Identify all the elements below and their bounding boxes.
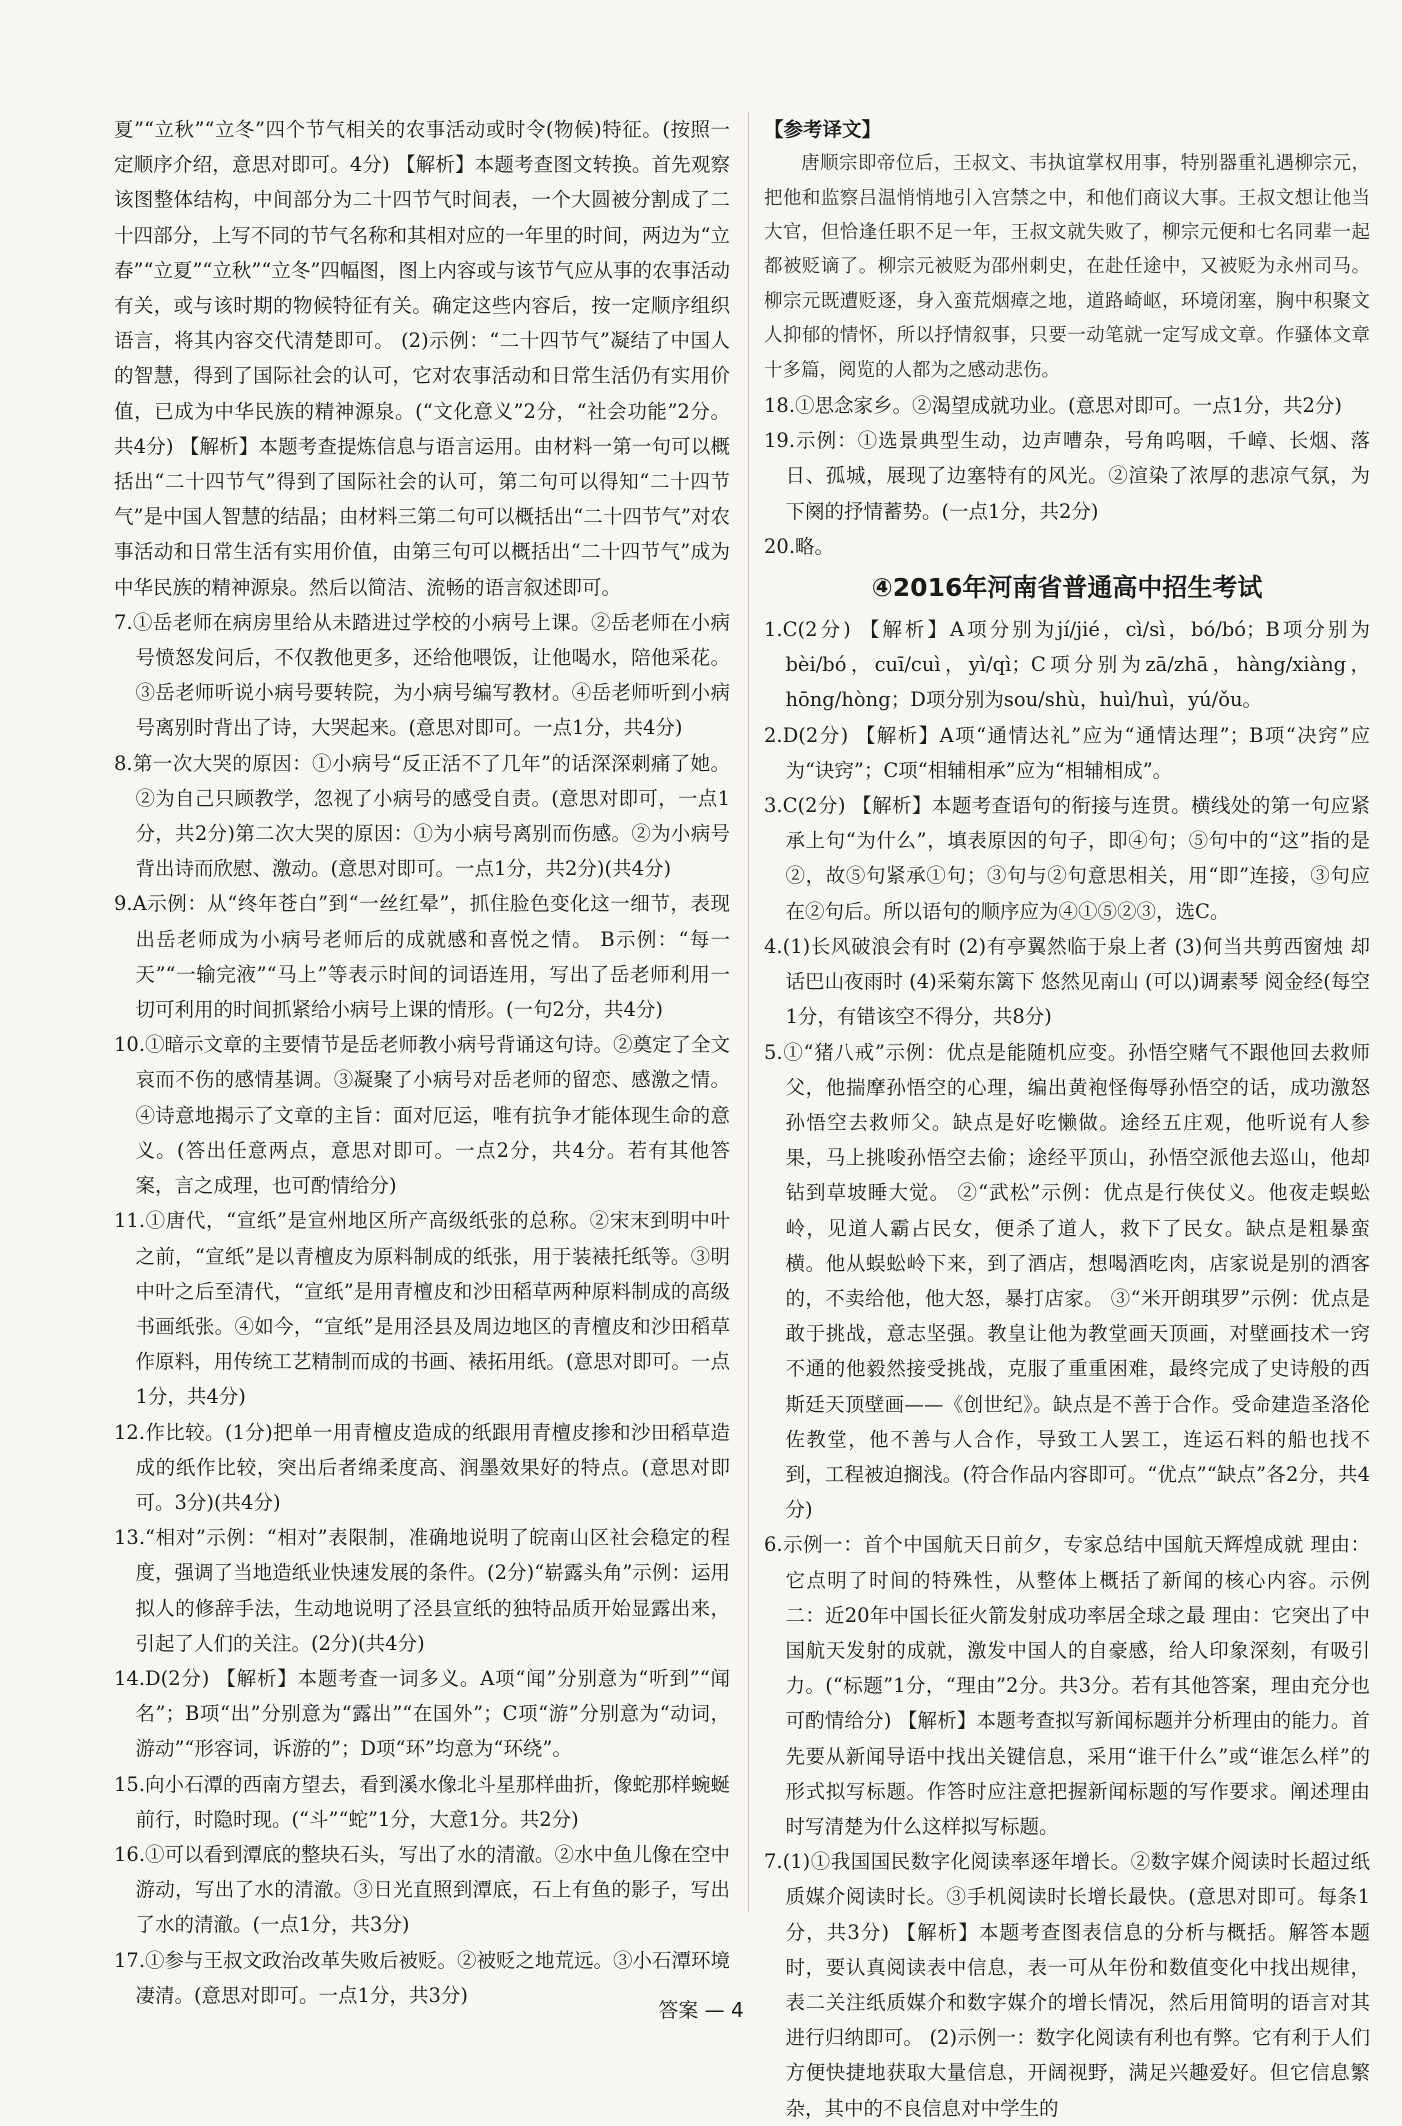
- answer-7: 7.①岳老师在病房里给从未踏进过学校的小病号上课。②岳老师在小病号愤怒发问后，不仅教他更多，还给他喂饭，让他喝水，陪他采花。③岳老师听说小病号要转院，为小病号编写教材。④岳老师听到小病号离别时背出了诗，大哭起来。(意思对即可。一点1分，共4分): [114, 610, 730, 740]
- answer-2016-7: 7.(1)①我国国民数字化阅读率逐年增长。②数字媒介阅读时长超过纸质媒介阅读时长。③手机阅读时长增长最快。(意思对即可。每条1分，共3分) 【解析】本题考查图表信息的分析与概括。解答本题时，要认真阅读表中信息，表一可从年份和数值变化中找出规律，表二关注纸质媒介和数字媒介的增长情况，然后用简明的语言对其进行归纳即可。 (2)示例一：数字化阅读有利也有弊。它有利于人们方便快捷地获取大量信息，开阔视野，满足兴趣爱好。但它信息繁杂，其中的不良信息对中学生的: [764, 1850, 1370, 2120]
- answer-2016-3: 3.C(2分) 【解析】本题考查语句的衔接与连贯。横线处的第一句应紧承上句“为什么”，填表原因的句子，即④句；⑤句中的“这”指的是②，故⑤句紧承①句；③句与②句意思相关，用“即”连接，③句应在②句后。所以语句的顺序应为④①⑤②③，选C。: [764, 794, 1370, 923]
- answer-2016-1: 1.C(2分) 【解析】A项分别为jí/jié，cì/sì，bó/bó；B项分别为bèi/bó，cuī/cuì，yì/qì；C项分别为zā/zhā，hàng/xiàng，hōng/hòng；D项分别为sou/shù，huì/huì，yú/ǒu。: [764, 618, 1370, 712]
- answer-14: 14.D(2分) 【解析】本题考查一词多义。A项“闻”分别意为“听到”“闻名”；B项“出”分别意为“露出”“在国外”；C项“游”分别意为“动词，游动”“形容词，诉游的”；D项“环”均意为“环绕”。: [114, 1666, 730, 1761]
- answer-12: 12.作比较。(1分)把单一用青檀皮造成的纸跟用青檀皮掺和沙田稻草造成的纸作比较，突出后者绵柔度高、润墨效果好的特点。(意思对即可。3分)(共4分): [114, 1420, 730, 1514]
- answer-13: 13.“相对”示例：“相对”表限制，准确地说明了皖南山区社会稳定的程度，强调了当地造纸业快速发展的条件。(2分)“崭露头角”示例：运用拟人的修辞手法，生动地说明了泾县宣纸的独特品质开始显露出来，引起了人们的关注。(2分)(共4分): [114, 1526, 730, 1655]
- answer-19: 19.示例：①选景典型生动，边声嘈杂，号角呜咽，千嶂、长烟、落日、孤城，展现了边塞特有的风光。②渲染了浓厚的悲凉气氛，为下阕的抒情蓄势。(一点1分，共2分): [764, 429, 1370, 523]
- answer-9: 9.A示例：从“终年苍白”到“一丝红晕”，抓住脸色变化这一细节，表现出岳老师成为小病号老师后的成就感和喜悦之情。 B示例：“每一天”“一输完液”“马上”等表示时间的词语连用，写出了岳老师利用一切可利用的时间抓紧给小病号上课的情形。(一句2分，共4分): [114, 892, 730, 1022]
- answer-15: 15.向小石潭的西南方望去，看到溪水像北斗星那样曲折，像蛇那样蜿蜒前行，时隐时现。(“斗”“蛇”1分，大意1分。共2分): [114, 1772, 731, 1831]
- section-title: ④2016年河南省普通高中招生考试: [871, 573, 1263, 603]
- answer-16: 16.①可以看到潭底的整块石头，写出了水的清澈。②水中鱼儿像在空中游动，写出了水的清澈。③日光直照到潭底，石上有鱼的影子，写出了水的清澈。(一点1分，共3分): [114, 1842, 731, 1937]
- column-divider: [748, 112, 749, 1912]
- answer-2016-4: 4.(1)长风破浪会有时 (2)有亭翼然临于泉上者 (3)何当共剪西窗烛 却话巴山夜雨时 (4)采菊东篱下 悠然见南山 (可以)调素琴 阅金经(每空1分，有错该空不得分，共8分): [764, 934, 1370, 1029]
- answer-18: 18.①思念家乡。②渴望成就功业。(意思对即可。一点1分，共2分): [764, 394, 1343, 418]
- answer-2016-2: 2.D(2分) 【解析】A项“通情达礼”应为“通情达理”；B项“决窍”应为“诀窍”；C项“相辅相承”应为“相辅相成”。: [764, 723, 1370, 782]
- reference-translation-heading: 【参考译文】: [764, 118, 882, 141]
- answer-6-continued: 夏”“立秋”“立冬”四个节气相关的农事活动或时令(物候)特征。(按照一定顺序介绍，意思对即可。4分) 【解析】本题考查图文转换。首先观察该图整体结构，中间部分为二十四节气时间表，一个大圆被分割成了二十四部分，上写不同的节气名称和其相对应的一年里的时间，两边为“立春”“立夏”“立秋”“立冬”四幅图，图上内容或与该节气应从事的农事活动有关，或与该时期的物候特征有关。确定这些内容后，按一定顺序组织语言，将其内容交代清楚即可。 (2)示例：“二十四节气”凝结了中国人的智慧，得到了国际社会的认可，它对农事活动和日常生活仍有实用价值，已成为中华民族的精神源泉。(“文化意义”2分，“社会功能”2分。共4分) 【解析】本题考查提炼信息与语言运用。由材料一第一句可以概括出“二十四节气”得到了国际社会的认可，第二句可以得知“二十四节气”是中国人智慧的结晶；由材料三第二句可以概括出“二十四节气”对农事活动和日常生活有实用价值，由第三句可以概括出“二十四节气”成为中华民族的精神源泉。然后以简洁、流畅的语言叙述即可。: [114, 118, 730, 599]
- right-column: [764, 112, 1370, 2126]
- answer-17: 17.①参与王叔文政治改革失败后被贬。②被贬之地荒远。③小石潭环境凄清。(意思对即可。一点1分，共3分): [114, 1948, 731, 2007]
- answer-8: 8.第一次大哭的原因：①小病号“反正活不了几年”的话深深刺痛了她。②为自己只顾教学，忽视了小病号的感受自责。(意思对即可，一点1分，共2分)第二次大哭的原因：①为小病号离别而伤感。②为小病号背出诗而欣慰、激动。(意思对即可。一点1分，共2分)(共4分): [114, 751, 730, 881]
- answer-2016-5: 5.①“猪八戒”示例：优点是能随机应变。孙悟空赌气不跟他回去救师父，他揣摩孙悟空的心理，编出黄袍怪侮辱孙悟空的话，成功激怒孙悟空去救师父。缺点是好吃懒做。途经五庄观，他听说有人参果，马上挑唆孙悟空去偷；途经平顶山，孙悟空派他去巡山，他却钻到草坡睡大觉。 ②“武松”示例：优点是行侠仗义。他夜走蜈蚣岭，见道人霸占民女，便杀了道人，救下了民女。缺点是粗暴蛮横。他从蜈蚣岭下来，到了酒店，想喝酒吃肉，店家说是别的酒客的，不卖给他，他大怒，暴打店家。 ③“米开朗琪罗”示例：优点是敢于挑战，意志坚强。教皇让他为教堂画天顶画，对壁画技术一窍不通的他毅然接受挑战，克服了重重困难，最终完成了史诗般的西斯廷天顶壁画——《创世纪》。缺点是不善于合作。受命建造圣洛伦佐教堂，他不善与人合作，导致工人罢工，连运石料的船也找不到，工程被迫搁浅。(符合作品内容即可。“优点”“缺点”各2分，共4分): [764, 1040, 1370, 1522]
- answer-11: 11.①唐代，“宣纸”是宣州地区所产高级纸张的总称。②宋末到明中叶之前，“宣纸”是以青檀皮为原料制成的纸张，用于装裱托纸等。③明中叶之后至清代，“宣纸”是用青檀皮和沙田稻草两种原料制成的高级书画纸张。④如今，“宣纸”是用泾县及周边地区的青檀皮和沙田稻草作原料，用传统工艺精制而成的书画、裱拓用纸。(意思对即可。一点1分，共4分): [114, 1209, 730, 1409]
- answer-20: 20.略。: [764, 534, 835, 558]
- page-footer: 答案 — 4: [658, 1998, 744, 2022]
- answer-2016-6: 6.示例一：首个中国航天日前夕，专家总结中国航天辉煌成就 理由：它点明了时间的特殊性，从整体上概括了新闻的核心内容。示例二：近20年中国长征火箭发射成功率居全球之最 理由：它突出了中国航天发射的成就，激发中国人的自豪感，给人印象深刻，有吸引力。(“标题”1分，“理由”2分。共3分。若有其他答案，理由充分也可酌情给分) 【解析】本题考查拟写新闻标题并分析理由的能力。首先要从新闻导语中找出关键信息，采用“谁干什么”或“谁怎么样”的形式拟写标题。作答时应注意把握新闻标题的写作要求。阐述理由时写清楚为什么这样拟写标题。: [764, 1533, 1370, 1838]
- answer-10: 10.①暗示文章的主要情节是岳老师教小病号背诵这句诗。②奠定了全文哀而不伤的感情基调。③凝聚了小病号对岳老师的留恋、感激之情。④诗意地揭示了文章的主旨：面对厄运，唯有抗争才能体现生命的意义。(答出任意两点，意思对即可。一点2分，共4分。若有其他答案，言之成理，也可酌情给分): [114, 1033, 731, 1198]
- left-column: [114, 112, 730, 2013]
- reference-translation-text: 唐顺宗即帝位后，王叔文、韦执谊掌权用事，特别器重礼遇柳宗元，把他和监察吕温悄悄地引入宫禁之中，和他们商议大事。王叔文想让他当大官，但恰逢任职不足一年，王叔文就失败了，柳宗元便和七名同辈一起都被贬谪了。柳宗元被贬为邵州刺史，在赴任途中，又被贬为永州司马。柳宗元既遭贬逐，身入蛮荒烟瘴之地，道路崎岖，环境闭塞，胸中积聚文人抑郁的情怀，所以抒情叙事，只要一动笔就一定写成文章。作骚体文章十多篇，阅览的人都为之感动悲伤。: [764, 153, 1370, 381]
